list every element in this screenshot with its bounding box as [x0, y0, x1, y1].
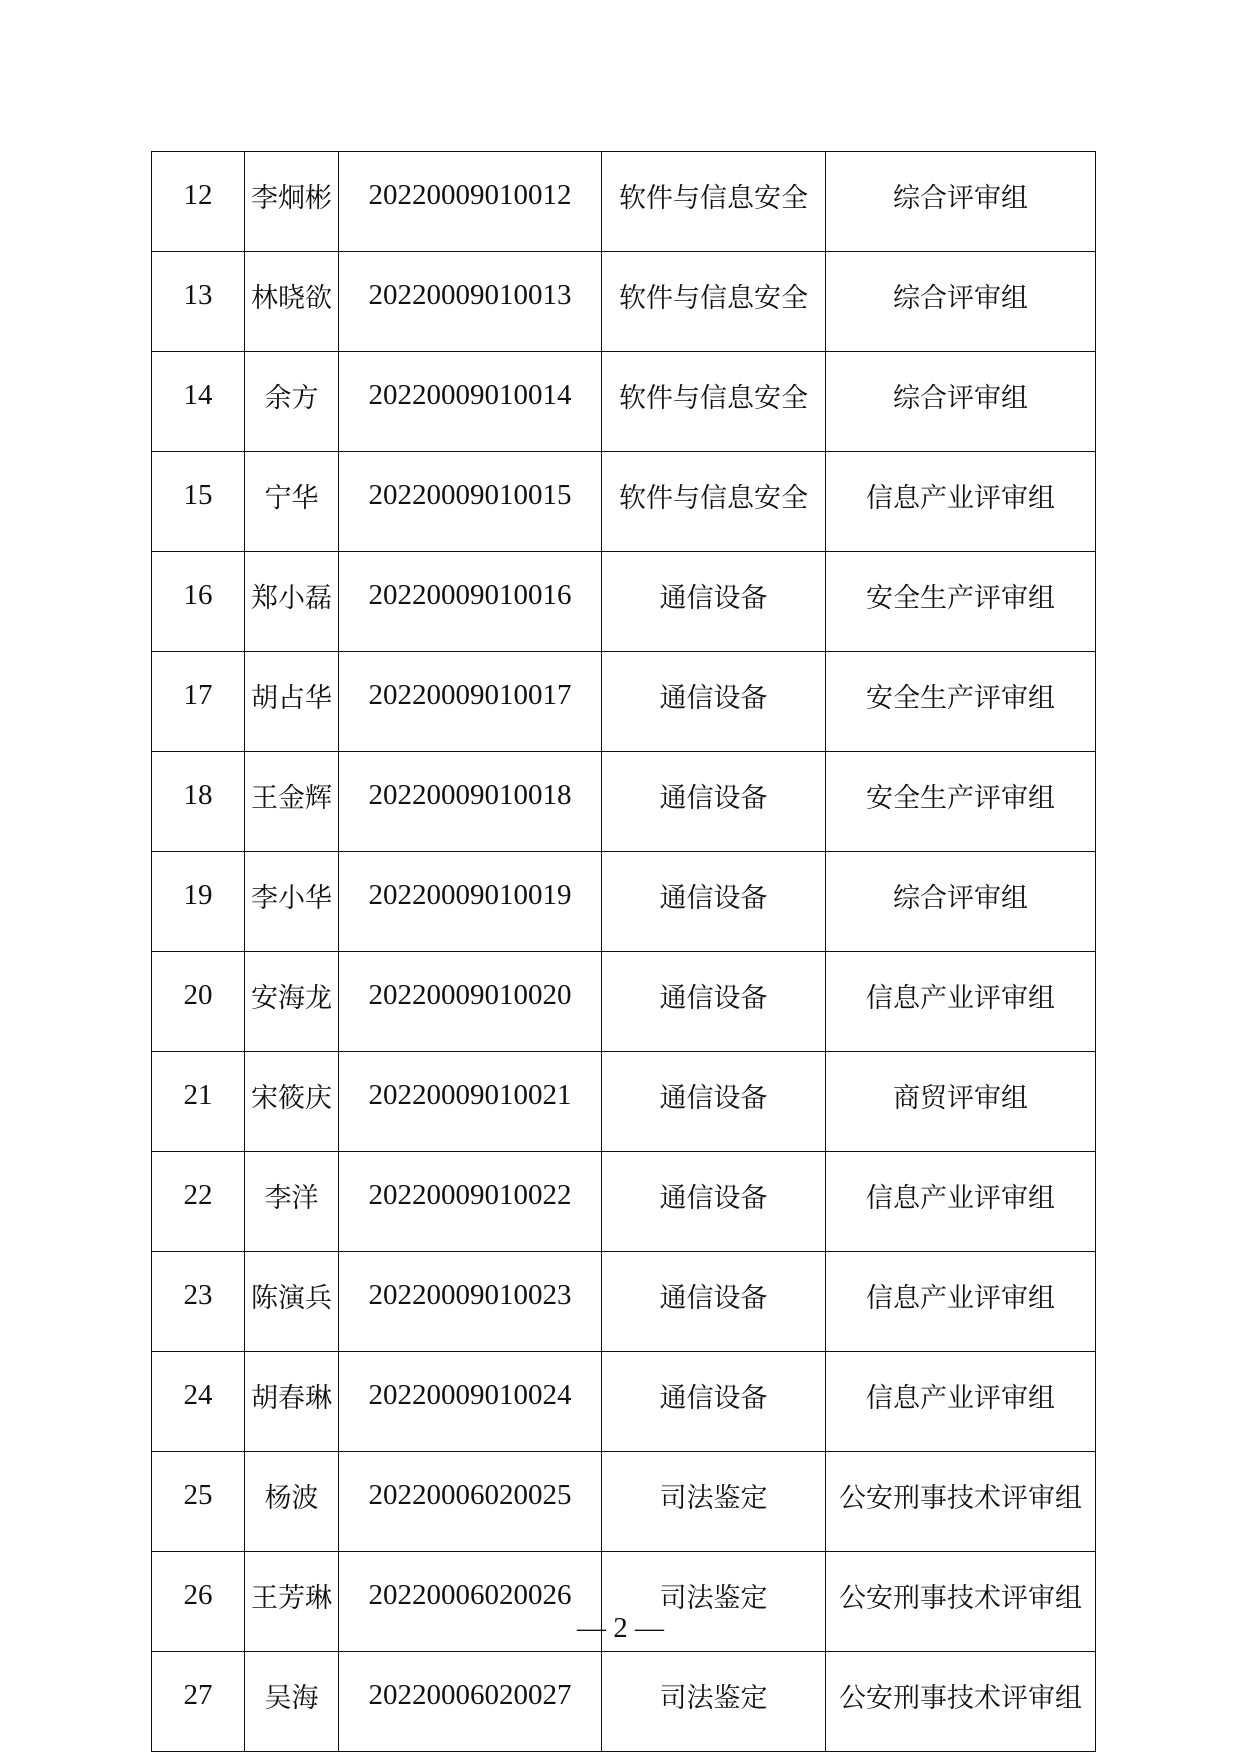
table-row — [152, 1452, 1096, 1552]
name-cell: 余方 — [245, 352, 339, 452]
review-group-cell: 综合评审组 — [826, 152, 1096, 252]
name-cell: 胡占华 — [245, 652, 339, 752]
certificate-number-cell: 20220009010024 — [339, 1352, 602, 1452]
row-number: 21 — [152, 1052, 245, 1152]
field-cell: 通信设备 — [602, 1352, 826, 1452]
expert-table — [151, 151, 1096, 1752]
certificate-number-cell: 20220006020025 — [339, 1452, 602, 1552]
row-number: 26 — [152, 1552, 245, 1652]
name-cell: 杨波 — [245, 1452, 339, 1552]
table-row — [152, 1352, 1096, 1452]
field-cell: 通信设备 — [602, 952, 826, 1052]
field-cell: 通信设备 — [602, 752, 826, 852]
table-row — [152, 1152, 1096, 1252]
review-group-cell: 信息产业评审组 — [826, 952, 1096, 1052]
name-cell: 王芳琳 — [245, 1552, 339, 1652]
row-number: 16 — [152, 552, 245, 652]
row-number: 23 — [152, 1252, 245, 1352]
field-cell: 司法鉴定 — [602, 1652, 826, 1752]
table-row — [152, 1652, 1096, 1752]
row-number: 19 — [152, 852, 245, 952]
review-group-cell: 综合评审组 — [826, 252, 1096, 352]
row-number: 22 — [152, 1152, 245, 1252]
row-number: 27 — [152, 1652, 245, 1752]
review-group-cell: 公安刑事技术评审组 — [826, 1552, 1096, 1652]
field-cell: 软件与信息安全 — [602, 452, 826, 552]
review-group-cell: 综合评审组 — [826, 852, 1096, 952]
certificate-number-cell: 20220009010019 — [339, 852, 602, 952]
certificate-number-cell: 20220009010016 — [339, 552, 602, 652]
review-group-cell: 公安刑事技术评审组 — [826, 1652, 1096, 1752]
review-group-cell: 综合评审组 — [826, 352, 1096, 452]
table-row — [152, 1052, 1096, 1152]
review-group-cell: 安全生产评审组 — [826, 752, 1096, 852]
field-cell: 软件与信息安全 — [602, 252, 826, 352]
name-cell: 李洋 — [245, 1152, 339, 1252]
review-group-cell: 信息产业评审组 — [826, 452, 1096, 552]
name-cell: 胡春琳 — [245, 1352, 339, 1452]
field-cell: 通信设备 — [602, 652, 826, 752]
field-cell: 司法鉴定 — [602, 1552, 826, 1652]
certificate-number-cell: 20220006020027 — [339, 1652, 602, 1752]
table-row — [152, 352, 1096, 452]
certificate-number-cell: 20220006020026 — [339, 1552, 602, 1652]
certificate-number-cell: 20220009010020 — [339, 952, 602, 1052]
row-number: 25 — [152, 1452, 245, 1552]
table-row — [152, 1252, 1096, 1352]
name-cell: 李小华 — [245, 852, 339, 952]
field-cell: 软件与信息安全 — [602, 152, 826, 252]
certificate-number-cell: 20220009010023 — [339, 1252, 602, 1352]
row-number: 17 — [152, 652, 245, 752]
field-cell: 通信设备 — [602, 1052, 826, 1152]
name-cell: 宋筱庆 — [245, 1052, 339, 1152]
name-cell: 宁华 — [245, 452, 339, 552]
review-group-cell: 安全生产评审组 — [826, 652, 1096, 752]
table-row — [152, 752, 1096, 852]
row-number: 15 — [152, 452, 245, 552]
certificate-number-cell: 20220009010012 — [339, 152, 602, 252]
certificate-number-cell: 20220009010014 — [339, 352, 602, 452]
table-row — [152, 452, 1096, 552]
table-row — [152, 952, 1096, 1052]
name-cell: 吴海 — [245, 1652, 339, 1752]
table-row — [152, 152, 1096, 252]
certificate-number-cell: 20220009010022 — [339, 1152, 602, 1252]
row-number: 14 — [152, 352, 245, 452]
certificate-number-cell: 20220009010015 — [339, 452, 602, 552]
row-number: 20 — [152, 952, 245, 1052]
table-row — [152, 252, 1096, 352]
name-cell: 李炯彬 — [245, 152, 339, 252]
name-cell: 王金辉 — [245, 752, 339, 852]
review-group-cell: 信息产业评审组 — [826, 1352, 1096, 1452]
row-number: 24 — [152, 1352, 245, 1452]
name-cell: 安海龙 — [245, 952, 339, 1052]
certificate-number-cell: 20220009010013 — [339, 252, 602, 352]
field-cell: 通信设备 — [602, 1252, 826, 1352]
review-group-cell: 商贸评审组 — [826, 1052, 1096, 1152]
certificate-number-cell: 20220009010017 — [339, 652, 602, 752]
field-cell: 司法鉴定 — [602, 1452, 826, 1552]
table-row — [152, 552, 1096, 652]
table-row — [152, 652, 1096, 752]
review-group-cell: 安全生产评审组 — [826, 552, 1096, 652]
row-number: 18 — [152, 752, 245, 852]
field-cell: 软件与信息安全 — [602, 352, 826, 452]
name-cell: 林晓欲 — [245, 252, 339, 352]
table-row — [152, 852, 1096, 952]
review-group-cell: 信息产业评审组 — [826, 1252, 1096, 1352]
field-cell: 通信设备 — [602, 552, 826, 652]
row-number: 12 — [152, 152, 245, 252]
certificate-number-cell: 20220009010018 — [339, 752, 602, 852]
row-number: 13 — [152, 252, 245, 352]
name-cell: 郑小磊 — [245, 552, 339, 652]
review-group-cell: 公安刑事技术评审组 — [826, 1452, 1096, 1552]
certificate-number-cell: 20220009010021 — [339, 1052, 602, 1152]
review-group-cell: 信息产业评审组 — [826, 1152, 1096, 1252]
field-cell: 通信设备 — [602, 852, 826, 952]
field-cell: 通信设备 — [602, 1152, 826, 1252]
name-cell: 陈演兵 — [245, 1252, 339, 1352]
page-number: — 2 — — [577, 1612, 664, 1644]
